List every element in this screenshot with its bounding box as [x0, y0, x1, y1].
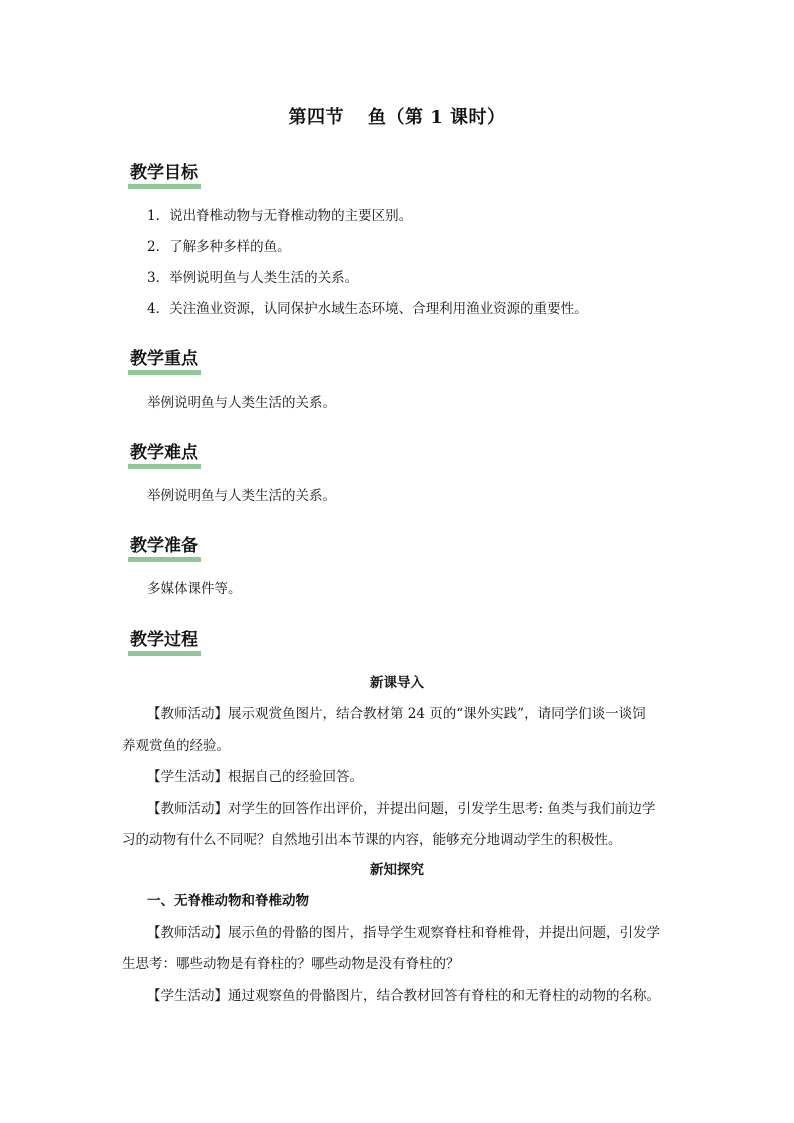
difficulty-text: 举例说明鱼与人类生活的关系。: [147, 488, 336, 504]
paragraph-teacher-1-line2: 养观赏鱼的经验。: [122, 738, 230, 754]
key-point-text: 举例说明鱼与人类生活的关系。: [147, 395, 336, 411]
objective-item-3: 3．举例说明鱼与人类生活的关系。: [147, 270, 359, 286]
paragraph-teacher-2-line1: 【教师活动】对学生的回答作出评价，并提出问题，引发学生思考: 鱼类与我们前边学: [147, 801, 656, 817]
objective-item-1: 1．说出脊椎动物与无脊椎动物的主要区别。: [147, 208, 413, 224]
objective-item-4: 4．关注渔业资源，认同保护水域生态环境、合理利用渔业资源的重要性。: [147, 301, 588, 317]
section-heading-preparation: 教学准备: [128, 535, 201, 562]
paragraph-teacher-3-line2: 生思考：哪些动物是有脊柱的？哪些动物是没有脊柱的？: [122, 956, 460, 972]
objective-item-2: 2．了解多种多样的鱼。: [147, 239, 291, 255]
paragraph-teacher-2-line2: 习的动物有什么不同呢？自然地引出本节课的内容，能够充分地调动学生的积极性。: [122, 832, 622, 848]
paragraph-student-1: 【学生活动】根据自己的经验回答。: [147, 769, 363, 785]
section-heading-difficulty: 教学难点: [128, 442, 201, 469]
explore-heading: 新知探究: [370, 862, 424, 878]
paragraph-teacher-1-line1: 【教师活动】展示观赏鱼图片，结合教材第 24 页的“课外实践”，请同学们谈一谈饲: [147, 706, 646, 722]
intro-heading: 新课导入: [370, 675, 424, 691]
section-heading-key-point: 教学重点: [128, 348, 201, 375]
paragraph-teacher-3-line1: 【教师活动】展示鱼的骨骼的图片，指导学生观察脊柱和脊椎骨，并提出问题，引发学: [147, 925, 660, 941]
preparation-text: 多媒体课件等。: [147, 581, 242, 597]
subheading-vertebrate: 一、无脊椎动物和脊椎动物: [147, 893, 309, 909]
paragraph-student-2: 【学生活动】通过观察鱼的骨骼图片，结合教材回答有脊柱的和无脊柱的动物的名称。: [147, 988, 660, 1004]
page-title: 第四节 鱼（第 1 课时）: [288, 107, 506, 128]
section-heading-objectives: 教学目标: [128, 162, 201, 189]
section-heading-process: 教学过程: [128, 629, 201, 656]
